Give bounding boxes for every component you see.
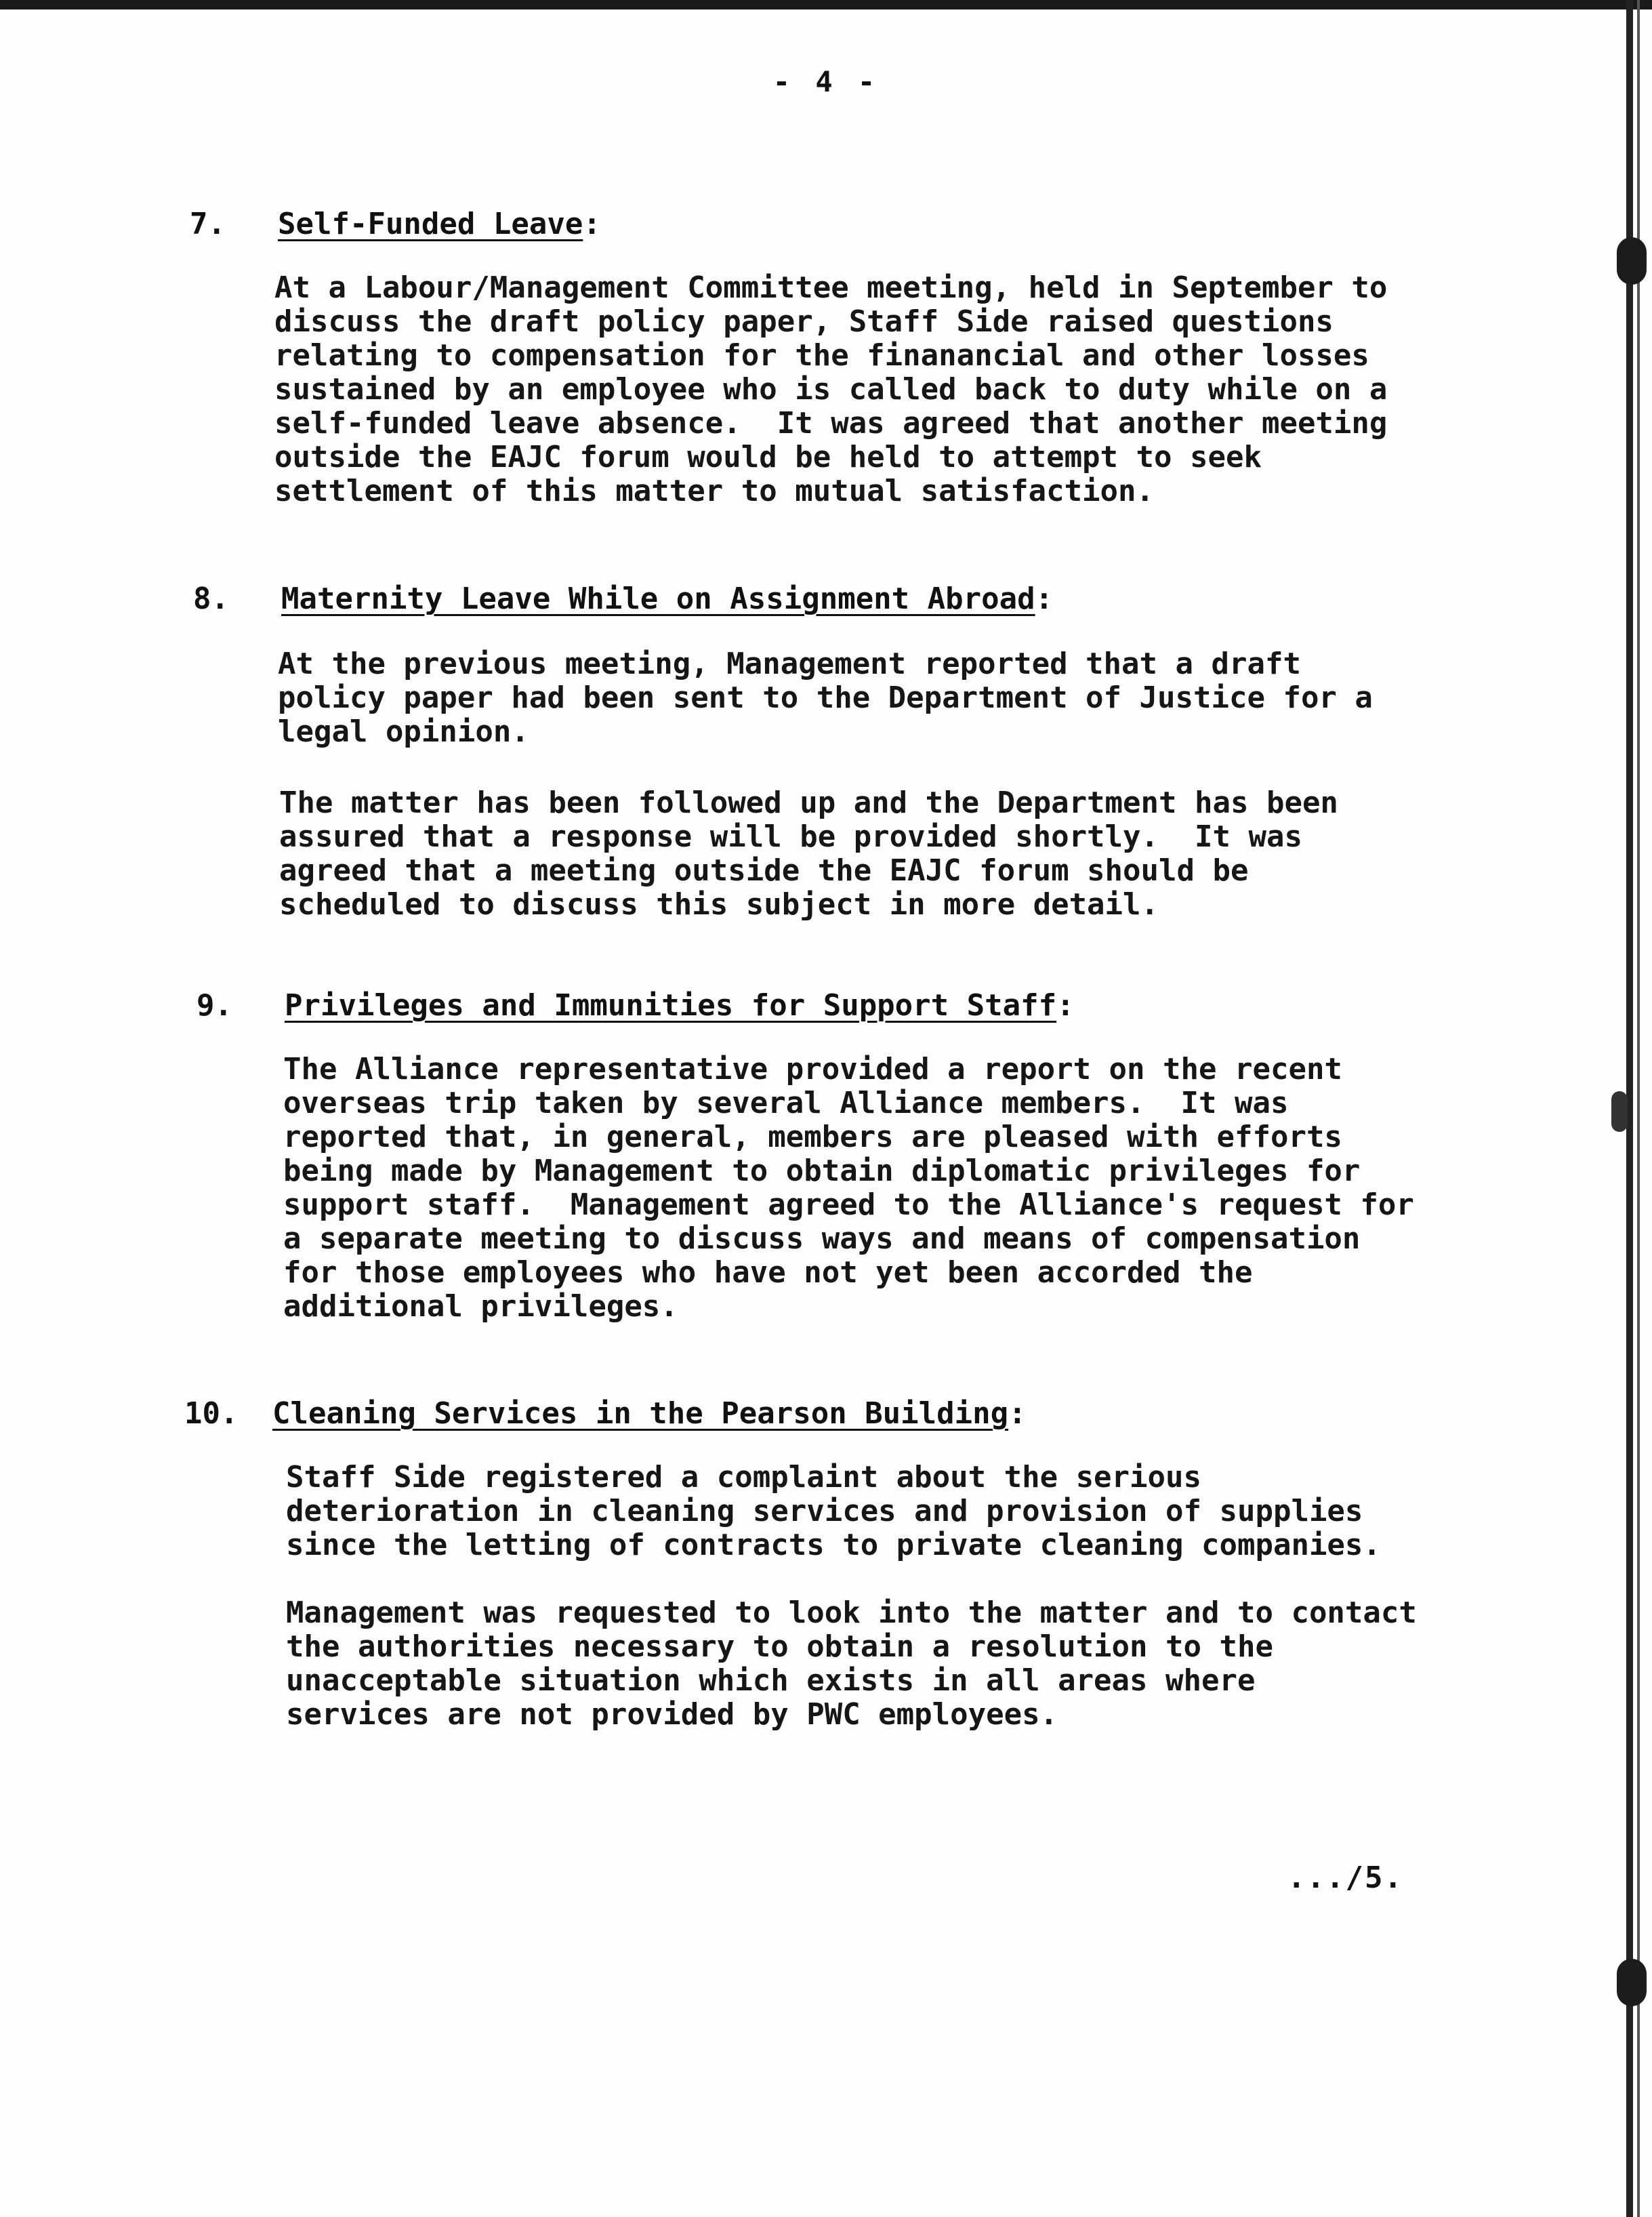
section-heading-7 bbox=[190, 207, 601, 241]
section-title: Maternity Leave While on Assignment Abroad bbox=[281, 582, 1035, 616]
section-heading-8 bbox=[193, 582, 1053, 616]
section-8-paragraph-2: The matter has been followed up and the Department has been assured that a response will be provided shortly. It was agreed that a meeting outside the EAJC forum should be scheduled to discuss this subject in more detail. bbox=[279, 786, 1338, 922]
section-number: 10. bbox=[184, 1396, 239, 1431]
section-10-paragraph-2: Management was requested to look into the matter and to contact the authorities necessary to obtain a resolution to the unacceptable situation which exists in all areas where services are not provided by PWC employees. bbox=[286, 1595, 1417, 1732]
continuation-marker: .../5. bbox=[1287, 1860, 1403, 1895]
section-colon: : bbox=[583, 207, 601, 241]
section-8-paragraph-1: At the previous meeting, Management reported that a draft policy paper had been sent to the Department of Justice for a legal opinion. bbox=[278, 647, 1373, 749]
section-7-paragraph-1: At a Labour/Management Committee meeting, held in September to discuss the draft policy paper, Staff Side raised questions relating to compensation for the finanancial and other losses sustained by an employee who is called back to duty while on a self-funded leave absence. It was agreed that another meeting outside the EAJC forum would be held to attempt to seek settlement of this matter to mutual satisfaction. bbox=[274, 270, 1388, 508]
section-colon: : bbox=[1008, 1396, 1027, 1431]
section-colon: : bbox=[1035, 582, 1054, 616]
binding-ring-bottom bbox=[1617, 1959, 1647, 2006]
section-10-paragraph-1: Staff Side registered a complaint about the serious deterioration in cleaning services and provision of supplies since the letting of contracts to private cleaning companies. bbox=[286, 1460, 1381, 1562]
page-number: - 4 - bbox=[772, 65, 880, 98]
scan-top-edge bbox=[0, 0, 1652, 9]
section-number: 9. bbox=[197, 988, 232, 1023]
binding-ring-top bbox=[1617, 237, 1647, 285]
binding-ring-middle bbox=[1611, 1091, 1628, 1132]
section-heading-10 bbox=[184, 1396, 1027, 1431]
section-9-paragraph-1: The Alliance representative provided a report on the recent overseas trip taken by several Alliance members. It was reported that, in general, members are pleased with efforts being made by Management to obtain diplomatic privileges for support staff. Management agreed to the Alliance's request for a separate meeting to discuss ways and means of compensation for those employees who have not yet been accorded the additional privileges. bbox=[283, 1052, 1414, 1324]
section-title: Cleaning Services in the Pearson Building bbox=[272, 1396, 1009, 1431]
section-number: 7. bbox=[190, 207, 226, 241]
section-heading-9 bbox=[197, 988, 1075, 1023]
section-title: Self-Funded Leave bbox=[278, 207, 583, 241]
section-title: Privileges and Immunities for Support Staff bbox=[285, 988, 1057, 1023]
section-colon: : bbox=[1056, 988, 1075, 1023]
section-number: 8. bbox=[193, 582, 229, 616]
binding-edge-inner bbox=[1637, 0, 1640, 2217]
